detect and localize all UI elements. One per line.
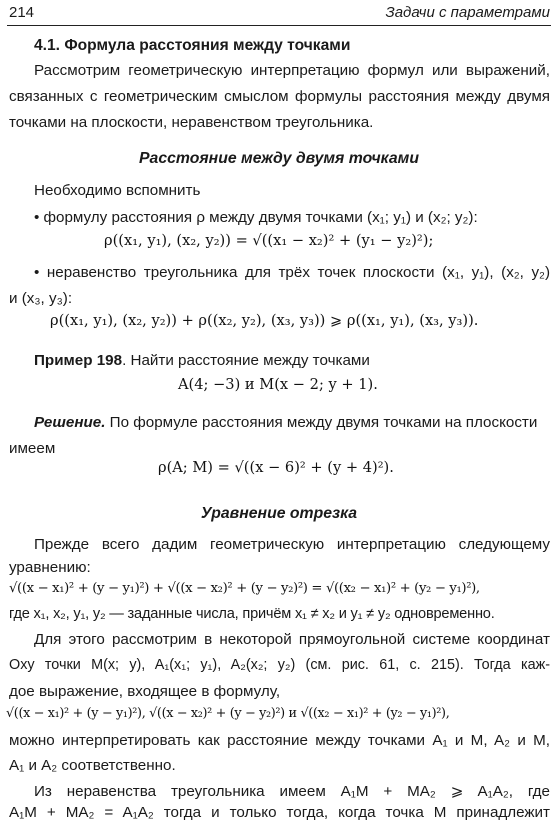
remember-text: Необходимо вспомнить <box>34 182 201 199</box>
segment-line-8: можно интерпретировать как расстояние между точками A₁ и M, A₂ и M, <box>9 732 550 749</box>
formula-triangle-inequality: ρ((x₁, y₁), (x₂, y₂)) + ρ((x₂, y₂), (x₃, y₃)) ⩾ ρ((x₁, y₁), (x₃, y₃)). <box>50 312 479 329</box>
segment-line-4: Для этого рассмотрим в некоторой прямоугольной системе координат <box>34 631 550 648</box>
header-rule <box>7 25 551 26</box>
solution-line-2: имеем <box>9 440 56 457</box>
example-statement <box>34 352 370 369</box>
solution-text: По формуле расстояния между двумя точками на плоскости <box>105 414 538 431</box>
segment-line-6: дое выражение, входящее в формулу, <box>9 683 281 700</box>
segment-line-3: где x₁, x₂, y₁, y₂ — заданные числа, причём x₁ ≠ x₂ и y₁ ≠ y₂ одновременно. <box>9 606 495 622</box>
segment-line-5: Oxy точки M(x; y), A₁(x₁; y₁), A₂(x₂; y₂) (см. рис. 61, с. 215). Тогда каж- <box>9 657 550 673</box>
intro-line-1: Рассмотрим геометрическую интерпретацию формул или выражений, <box>34 62 550 79</box>
example-points: A(4; −3) и M(x − 2; y + 1). <box>178 376 378 393</box>
segment-line-11: A₁M + MA₂ = A₁A₂ тогда и только тогда, когда точка M принадлежит <box>9 804 550 821</box>
bullet-distance-formula: • формулу расстояния ρ между двумя точками (x₁; y₁) и (x₂; y₂): <box>34 209 478 226</box>
segment-line-1: Прежде всего дадим геометрическую интерпретацию следующему <box>34 536 550 553</box>
segment-equation: √((x − x₁)² + (y − y₁)²) + √((x − x₂)² + (y − y₂)²) = √((x₂ − x₁)² + (y₂ − y₁)²), <box>9 581 480 596</box>
intro-line-3: точками на плоскости, неравенством треугольника. <box>9 114 374 131</box>
solution-formula: ρ(A; M) = √((x − 6)² + (y + 4)²). <box>158 459 394 476</box>
example-label: Пример 198 <box>34 352 123 369</box>
solution-line-1 <box>34 414 537 431</box>
bullet-triangle-line-1: • неравенство треугольника для трёх точек плоскости (x₁, y₁), (x₂, y₂) <box>34 264 550 281</box>
section-title: 4.1. Формула расстояния между точками <box>34 37 351 54</box>
segment-line-2: уравнению: <box>9 559 91 576</box>
formula-distance: ρ((x₁, y₁), (x₂, y₂)) = √((x₁ − x₂)² + (y₁ − y₂)²); <box>104 232 434 249</box>
segment-line-10: Из неравенства треугольника имеем A₁M + MA₂ ⩾ A₁A₂, где <box>34 783 550 800</box>
page-number: 214 <box>9 4 35 21</box>
subsection-title-distance: Расстояние между двумя точками <box>139 150 419 167</box>
example-text: . Найти расстояние между точками <box>122 352 370 369</box>
solution-label: Решение. <box>34 414 106 431</box>
intro-line-2: связанных с геометрическим смыслом формулы расстояния между двумя <box>9 88 550 105</box>
bullet-triangle-line-2: и (x₃, y₃): <box>9 290 73 307</box>
segment-expressions: √((x − x₁)² + (y − y₁)²), √((x − x₂)² + (y − y₂)²) и √((x₂ − x₁)² + (y₂ − y₁)²), <box>6 706 450 721</box>
segment-line-9: A₁ и A₂ соответственно. <box>9 757 176 774</box>
subsection-title-segment: Уравнение отрезка <box>200 505 358 522</box>
running-title: Задачи с параметрами <box>385 4 550 21</box>
